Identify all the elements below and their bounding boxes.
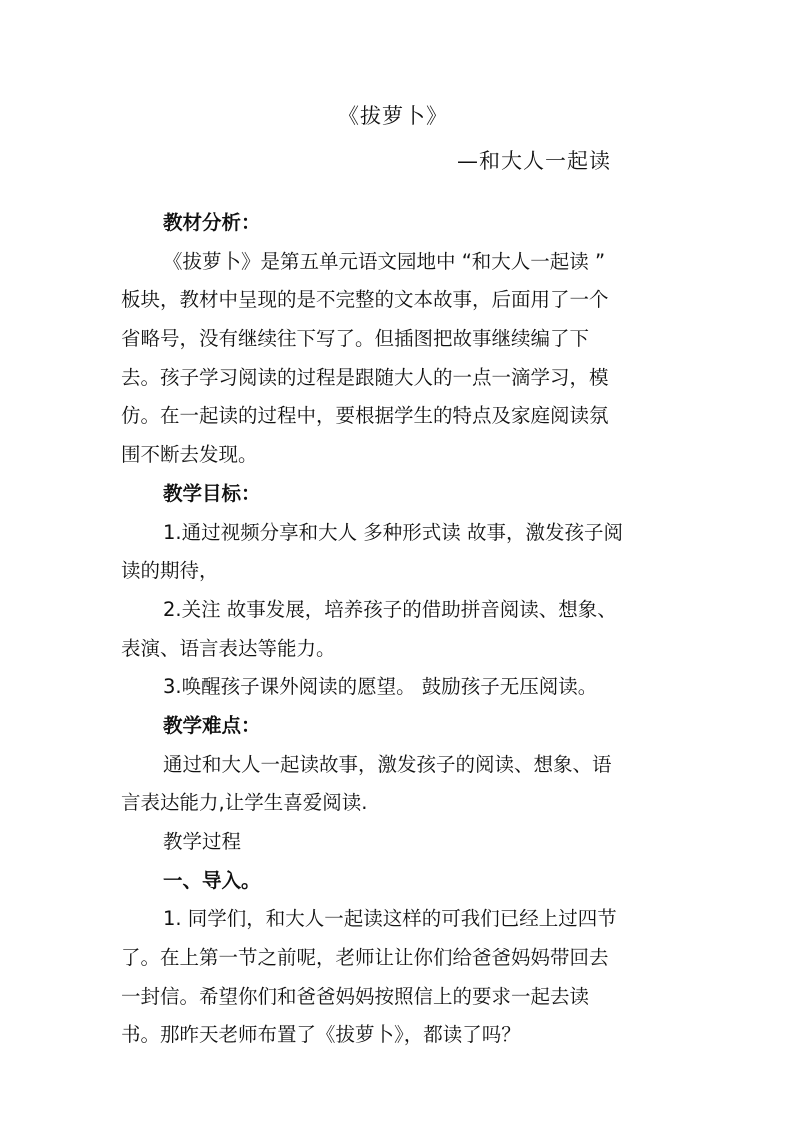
body-text-line: 一封信。希望你们和爸爸妈妈按照信上的要求一起去读 xyxy=(121,984,590,1008)
body-text-line: 2.关注 故事发展，培养孩子的借助拼音阅读、想象、 xyxy=(163,597,617,621)
document-body xyxy=(121,204,669,1055)
document-subtitle: —和大人一起读 xyxy=(457,149,611,173)
body-text-line: 仿。在一起读的过程中，要根据学生的特点及家庭阅读氛 xyxy=(121,404,609,428)
body-text-line: 板块，教材中呈现的是不完整的文本故事，后面用了一个 xyxy=(121,288,609,312)
section-heading: 教学难点： xyxy=(163,713,261,737)
body-text-line: 书。那昨天老师布置了《拔萝卜》，都读了吗？ xyxy=(121,1023,521,1047)
body-text-line: 教学过程 xyxy=(163,830,242,853)
section-heading: 教学目标： xyxy=(163,481,261,505)
body-text-line: 省略号，没有继续往下写了。但插图把故事继续编了下 xyxy=(121,327,590,351)
body-text-line: 通过和大人一起读故事，激发孩子的阅读、想象、语 xyxy=(163,752,612,776)
body-text-line: 3.唤醒孩子课外阅读的愿望。 鼓励孩子无压阅读。 xyxy=(163,675,598,699)
body-text-line: 表演、语言表达等能力。 xyxy=(121,636,336,660)
body-text-line: 1. 同学们，和大人一起读这样的可我们已经上过四节 xyxy=(163,907,617,931)
body-text-line: 围不断去发现。 xyxy=(121,443,258,467)
body-text-line: 去。孩子学习阅读的过程是跟随大人的一点一滴学习，模 xyxy=(121,365,609,389)
body-text-line: 1.通过视频分享和大人 多种形式读 故事，激发孩子阅 xyxy=(163,520,624,544)
document-title: 《拔萝卜》 xyxy=(338,104,448,128)
body-text-line: 读的期待， xyxy=(121,559,219,583)
body-text-line: 言表达能力,让学生喜爱阅读. xyxy=(121,791,368,815)
section-heading: 一、导入。 xyxy=(163,868,261,892)
body-text-line: 了。在上第一节之前呢，老师让让你们给爸爸妈妈带回去 xyxy=(121,946,609,970)
section-heading: 教材分析： xyxy=(163,211,261,234)
body-text-line: 《拔萝卜》是第五单元语文园地中 “和大人一起读 ” xyxy=(163,249,606,273)
